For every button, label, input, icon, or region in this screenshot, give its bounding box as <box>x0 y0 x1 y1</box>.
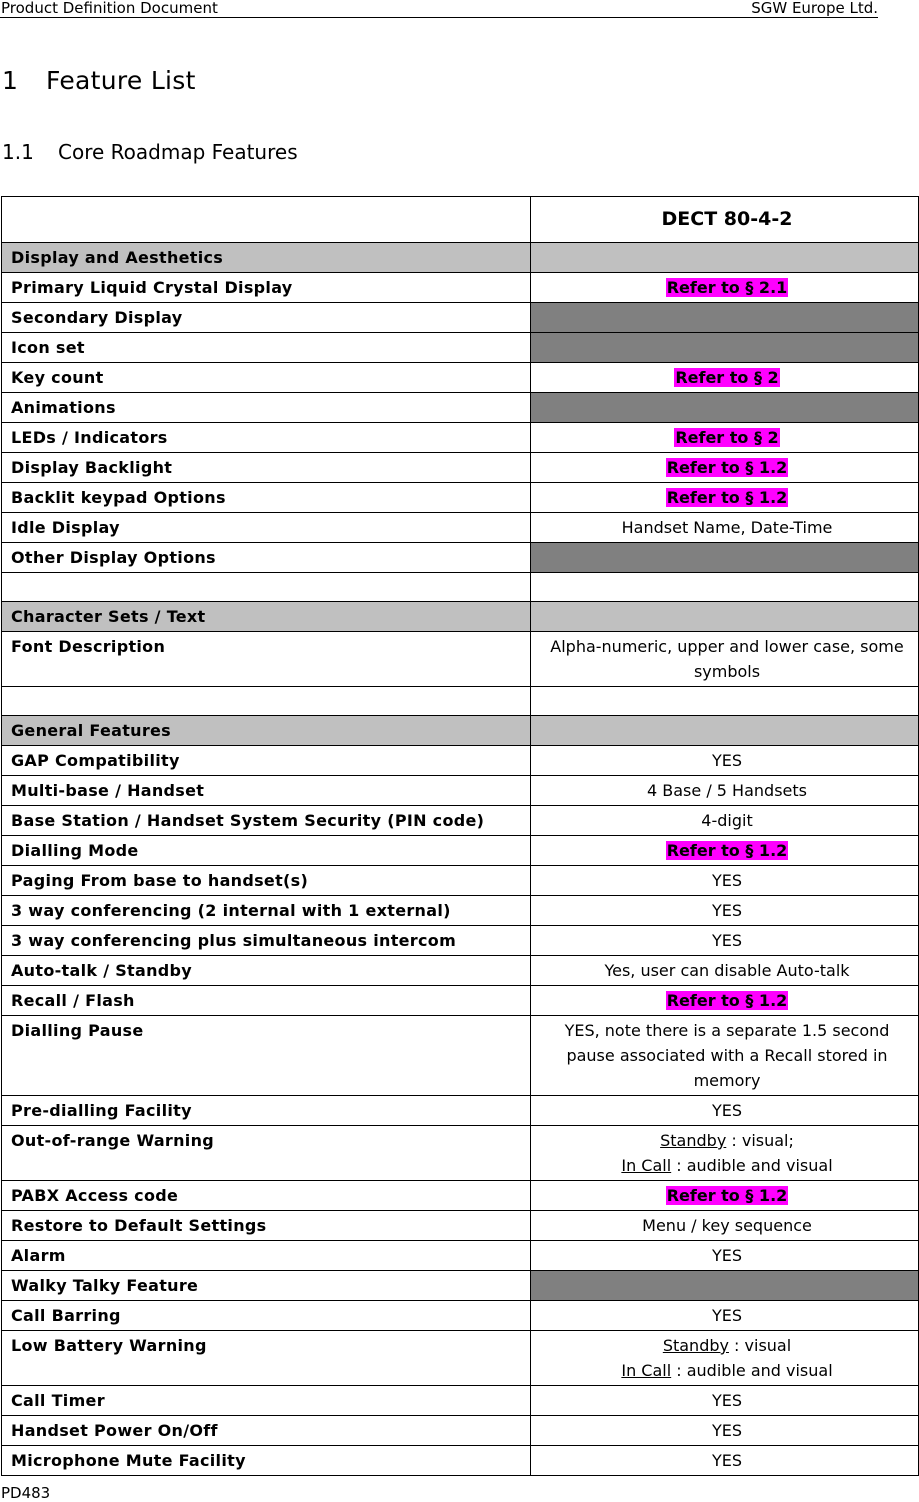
section-row <box>2 602 919 632</box>
mode-label: Standby <box>662 1336 729 1355</box>
feature-value: YES <box>531 1446 919 1476</box>
feature-value: YES, note there is a separate 1.5 second pause associated with a Recall stored in memory <box>531 1016 919 1096</box>
feature-name: 3 way conferencing (2 internal with 1 external) <box>2 896 531 926</box>
table-row <box>2 1211 919 1241</box>
page-header <box>0 0 878 18</box>
feature-value <box>531 986 919 1016</box>
value-line <box>540 1358 914 1383</box>
feature-value <box>531 836 919 866</box>
heading-feature-list <box>2 66 196 95</box>
table-row <box>2 423 919 453</box>
feature-value: YES <box>531 926 919 956</box>
model-name: DECT 80-4-2 <box>531 197 919 243</box>
table-row <box>2 896 919 926</box>
reference-highlight: Refer to § 1.2 <box>666 1186 788 1205</box>
table-row <box>2 1331 919 1386</box>
feature-name: Animations <box>2 393 531 423</box>
reference-highlight: Refer to § 1.2 <box>666 991 788 1010</box>
table-row <box>2 1126 919 1181</box>
reference-highlight: Refer to § 2.1 <box>666 278 788 297</box>
table-header-row <box>2 197 919 243</box>
section-title: Character Sets / Text <box>2 602 531 632</box>
not-applicable-cell <box>531 543 919 573</box>
not-applicable-cell <box>531 1271 919 1301</box>
value-line <box>540 1333 914 1358</box>
table-row <box>2 746 919 776</box>
feature-value: Alpha-numeric, upper and lower case, some symbols <box>531 632 919 687</box>
feature-name: Key count <box>2 363 531 393</box>
feature-name: Handset Power On/Off <box>2 1416 531 1446</box>
section-value-cell <box>531 716 919 746</box>
heading2-title: Core Roadmap Features <box>58 140 298 164</box>
feature-name: Paging From base to handset(s) <box>2 866 531 896</box>
feature-value <box>531 1331 919 1386</box>
table-row <box>2 1096 919 1126</box>
section-row <box>2 243 919 273</box>
header-company: SGW Europe Ltd. <box>751 0 878 17</box>
blank-cell <box>531 573 919 602</box>
feature-value: YES <box>531 1416 919 1446</box>
feature-name: Restore to Default Settings <box>2 1211 531 1241</box>
table-row <box>2 483 919 513</box>
reference-highlight: Refer to § 1.2 <box>666 841 788 860</box>
value-line <box>540 1128 914 1153</box>
feature-name: Dialling Mode <box>2 836 531 866</box>
table-row <box>2 1271 919 1301</box>
table-row <box>2 543 919 573</box>
mode-label: Standby <box>660 1131 727 1150</box>
feature-value <box>531 453 919 483</box>
feature-name: Display Backlight <box>2 453 531 483</box>
table-row <box>2 333 919 363</box>
table-row <box>2 956 919 986</box>
feature-name: Call Barring <box>2 1301 531 1331</box>
table-row <box>2 1301 919 1331</box>
feature-name: Multi-base / Handset <box>2 776 531 806</box>
feature-value <box>531 273 919 303</box>
table-row <box>2 453 919 483</box>
section-value-cell <box>531 243 919 273</box>
feature-value <box>531 363 919 393</box>
feature-name: Base Station / Handset System Security (PIN code) <box>2 806 531 836</box>
feature-name: Primary Liquid Crystal Display <box>2 273 531 303</box>
mode-description: : audible and visual <box>671 1361 833 1380</box>
feature-name: Out-of-range Warning <box>2 1126 531 1181</box>
section-value-cell <box>531 602 919 632</box>
mode-description: : visual <box>728 1336 792 1355</box>
feature-value: Menu / key sequence <box>531 1211 919 1241</box>
feature-value: YES <box>531 1386 919 1416</box>
feature-value: YES <box>531 1096 919 1126</box>
reference-highlight: Refer to § 1.2 <box>666 458 788 477</box>
table-row <box>2 1446 919 1476</box>
feature-value: YES <box>531 1301 919 1331</box>
feature-name: PABX Access code <box>2 1181 531 1211</box>
table-row <box>2 776 919 806</box>
feature-table <box>1 196 919 1476</box>
table-row <box>2 866 919 896</box>
feature-name: Font Description <box>2 632 531 687</box>
heading1-title: Feature List <box>46 66 196 95</box>
feature-name: Icon set <box>2 333 531 363</box>
feature-value: Handset Name, Date-Time <box>531 513 919 543</box>
feature-name: Pre-dialling Facility <box>2 1096 531 1126</box>
mode-label: In Call <box>621 1156 672 1175</box>
reference-highlight: Refer to § 2 <box>675 428 779 447</box>
table-row <box>2 1016 919 1096</box>
mode-description: : audible and visual <box>671 1156 833 1175</box>
feature-value: YES <box>531 866 919 896</box>
table-row <box>2 1241 919 1271</box>
feature-value <box>531 1181 919 1211</box>
feature-name: Microphone Mute Facility <box>2 1446 531 1476</box>
feature-name: Backlit keypad Options <box>2 483 531 513</box>
table-row <box>2 632 919 687</box>
feature-name: Other Display Options <box>2 543 531 573</box>
blank-row <box>2 687 919 716</box>
feature-name: GAP Compatibility <box>2 746 531 776</box>
table-row <box>2 1416 919 1446</box>
feature-value: 4 Base / 5 Handsets <box>531 776 919 806</box>
not-applicable-cell <box>531 303 919 333</box>
section-title: General Features <box>2 716 531 746</box>
header-empty-cell <box>2 197 531 243</box>
table-row <box>2 303 919 333</box>
section-title: Display and Aesthetics <box>2 243 531 273</box>
feature-name: Recall / Flash <box>2 986 531 1016</box>
feature-name: Secondary Display <box>2 303 531 333</box>
heading-core-roadmap <box>2 140 298 164</box>
section-row <box>2 716 919 746</box>
not-applicable-cell <box>531 333 919 363</box>
mode-label: In Call <box>621 1361 672 1380</box>
feature-value: YES <box>531 1241 919 1271</box>
feature-value <box>531 483 919 513</box>
mode-description: : visual; <box>726 1131 794 1150</box>
value-line <box>540 1153 914 1178</box>
feature-value: 4-digit <box>531 806 919 836</box>
feature-name: LEDs / Indicators <box>2 423 531 453</box>
table-row <box>2 393 919 423</box>
header-doc-title: Product Definition Document <box>1 0 218 17</box>
feature-name: Idle Display <box>2 513 531 543</box>
feature-name: Low Battery Warning <box>2 1331 531 1386</box>
table-row <box>2 1181 919 1211</box>
table-row <box>2 806 919 836</box>
table-row <box>2 1386 919 1416</box>
blank-cell <box>531 687 919 716</box>
table-row <box>2 986 919 1016</box>
feature-value: YES <box>531 746 919 776</box>
table-row <box>2 273 919 303</box>
feature-name: Call Timer <box>2 1386 531 1416</box>
blank-cell <box>2 687 531 716</box>
page-footer: PD483 <box>1 1484 51 1502</box>
feature-value: YES <box>531 896 919 926</box>
feature-value <box>531 1126 919 1181</box>
reference-highlight: Refer to § 2 <box>675 368 779 387</box>
feature-name: Dialling Pause <box>2 1016 531 1096</box>
blank-cell <box>2 573 531 602</box>
table-row <box>2 836 919 866</box>
feature-value <box>531 423 919 453</box>
heading1-number: 1 <box>2 66 19 95</box>
blank-row <box>2 573 919 602</box>
not-applicable-cell <box>531 393 919 423</box>
reference-highlight: Refer to § 1.2 <box>666 488 788 507</box>
feature-name: Auto-talk / Standby <box>2 956 531 986</box>
table-row <box>2 926 919 956</box>
heading2-number: 1.1 <box>2 140 34 164</box>
feature-value: Yes, user can disable Auto-talk <box>531 956 919 986</box>
feature-name: Walky Talky Feature <box>2 1271 531 1301</box>
table-row <box>2 513 919 543</box>
feature-name: Alarm <box>2 1241 531 1271</box>
table-row <box>2 363 919 393</box>
feature-name: 3 way conferencing plus simultaneous intercom <box>2 926 531 956</box>
